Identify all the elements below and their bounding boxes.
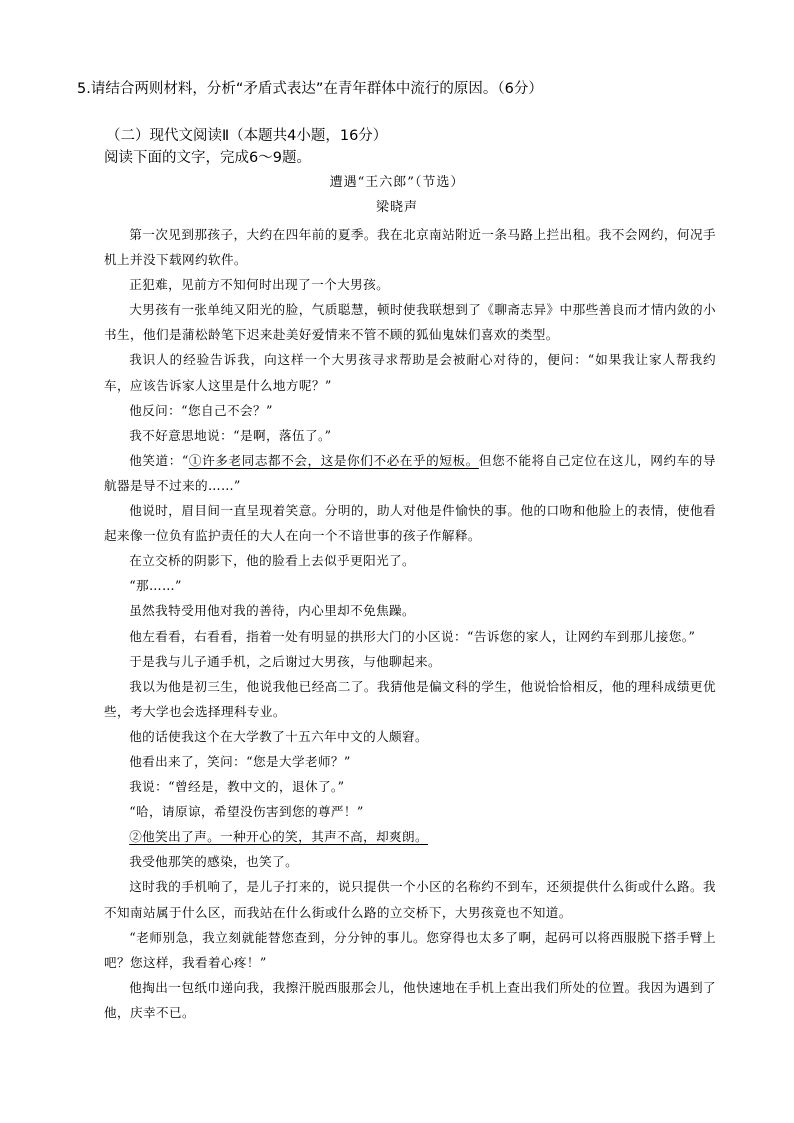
article-author: 梁晓声	[375, 200, 418, 215]
paragraph: 大男孩有一张单纯又阳光的脸，气质聪慧，顿时使我联想到了《聊斋志异》中那些善良而才情内敛的小书生，他们是蒲松龄笔下迟来赴美好爱情来不管不顾的狐仙鬼妹们喜欢的类型。	[104, 302, 716, 343]
paragraph: “老师别急，我立刻就能替您查到，分分钟的事儿。您穿得也太多了啊，起码可以将西服脱下搭手臂上吧？您这样，我看着心疼！”	[104, 929, 716, 970]
reading-instruction: 阅读下面的文字，完成6～9题。	[104, 150, 311, 166]
paragraph: 在立交桥的阴影下，他的脸看上去似乎更阳光了。	[129, 553, 416, 569]
paragraph: 我受他那笑的感染，也笑了。	[129, 854, 299, 870]
paragraph: “哈，请原谅，希望没伤害到您的尊严！”	[129, 804, 364, 820]
paragraph: “那……”	[129, 578, 182, 594]
paragraph: 他看出来了，笑问：“您是大学老师？”	[129, 753, 351, 769]
paragraph: 我以为他是初三生，他说我他已经高二了。我猜他是偏文科的学生，他说恰恰相反，他的理科成绩更优些，考大学也会选择理科专业。	[104, 678, 716, 719]
article-title: 遭遇“王六郎”（节选）	[329, 175, 465, 190]
paragraph: 正犯难，见前方不知何时出现了一个大男孩。	[129, 277, 390, 293]
section-heading: （二）现代文阅读Ⅱ（本题共4小题，16分）	[106, 128, 388, 144]
paragraph: 这时我的手机响了，是儿子打来的，说只提供一个小区的名称约不到车，还须提供什么街或什么路。我不知南站属于什么区，而我站在什么街或什么路的立交桥下，大男孩竟也不知道。	[104, 879, 716, 920]
paragraph	[104, 824, 716, 849]
paragraph: 他左看看，右看看，指着一处有明显的拱形大门的小区说：“告诉您的家人，让网约车到那儿接您。”	[129, 628, 696, 644]
article-body	[104, 222, 716, 1025]
paragraph-lead: 他笑道：“	[129, 452, 189, 468]
paragraph: 第一次见到那孩子，大约在四年前的夏季。我在北京南站附近一条马路上拦出租。我不会网约，何况手机上并没下载网约软件。	[104, 227, 716, 268]
paragraph: 我说：“曾经是，教中文的，退休了。”	[129, 779, 345, 795]
paragraph: 我不好意思地说：“是啊，落伍了。”	[129, 427, 332, 443]
paragraph: 他反问：“您自己不会？”	[129, 402, 273, 418]
paragraph: 他掏出一包纸巾递向我，我擦汗脱西服那会儿，他快速地在手机上查出我们所处的位置。我因为遇到了他，庆幸不已。	[104, 979, 716, 1020]
paragraph	[104, 448, 716, 498]
underlined-sentence-1: ①许多老同志都不会，这是你们不必在乎的短板。	[188, 452, 479, 468]
paragraph: 我识人的经验告诉我，向这样一个大男孩寻求帮助是会被耐心对待的，便问：“如果我让家人帮我约车，应该告诉家人这里是什么地方呢？”	[104, 352, 716, 393]
paragraph-rest: 但您不能将自己定位在这儿，网约车的导航器是导不过来的……”	[104, 452, 716, 493]
question-5: 5.请结合两则材料，分析“矛盾式表达”在青年群体中流行的原因。（6分）	[77, 81, 543, 97]
paragraph: 他的话使我这个在大学教了十五六年中文的人颇窘。	[129, 728, 429, 744]
paragraph: 于是我与儿子通手机，之后谢过大男孩，与他聊起来。	[129, 653, 442, 669]
paragraph: 虽然我特受用他对我的善待，内心里却不免焦躁。	[129, 603, 416, 619]
paragraph: 他说时，眉目间一直呈现着笑意。分明的，助人对他是件愉快的事。他的口吻和他脸上的表情，使他看起来像一位负有监护责任的大人在向一个不谙世事的孩子作解释。	[104, 503, 716, 544]
underlined-sentence-2: ②他笑出了声。一种开心的笑，其声不高，却爽朗。	[129, 829, 429, 845]
